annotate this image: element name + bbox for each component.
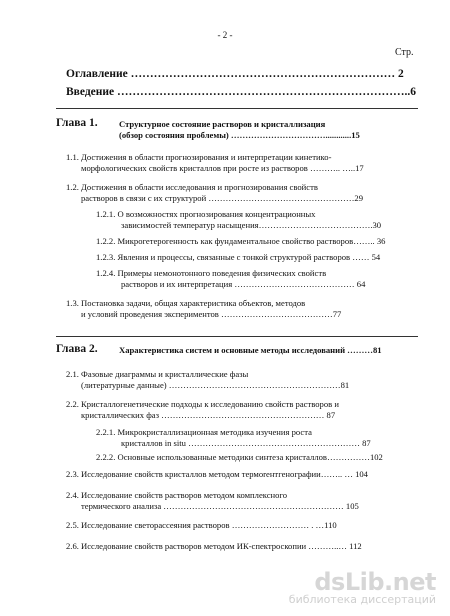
toc-item: морфологических свойств кристаллов при росте из растворов ……….. …..17 xyxy=(81,163,364,173)
toc-item: 2.2.2. Основные использованные методики синтеза кристаллов……………102 xyxy=(96,452,383,462)
toc-entry-contents: Оглавление …………………………………………………………… 2 xyxy=(66,68,404,80)
toc-item: 2.5. Исследование светорассеяния растворов ……………………… . …110 xyxy=(66,520,337,530)
toc-item: 1.3. Постановка задачи, общая характеристика объектов, методов xyxy=(66,298,306,308)
chapter2-title: Характеристика систем и основные методы исследований ………81 xyxy=(119,345,382,355)
divider-middle xyxy=(56,336,418,337)
toc-item: (литературные данные) ……………………………………………………81 xyxy=(81,380,350,390)
toc-item: 2.4. Исследование свойств растворов методом комплексного xyxy=(66,490,288,500)
chapter2-label: Глава 2. xyxy=(56,343,98,355)
toc-item: 1.2.1. О возможностях прогнозирования концентрационных xyxy=(96,209,316,219)
chapter1-title: Структурное состояние растворов и кристаллизация xyxy=(119,119,326,129)
toc-item: 1.2.2. Микрогетерогенность как фундаментальное свойство растворов…….. 36 xyxy=(96,236,386,246)
watermark xyxy=(289,568,436,606)
toc-item: 1.2. Достижения в области исследования и прогнозирования свойств xyxy=(66,182,318,192)
toc-item: 2.6. Исследование свойств растворов методом ИК-спектроскопии ………..… 112 xyxy=(66,541,362,551)
watermark-logo: dsLib.net xyxy=(314,568,436,596)
chapter1-label: Глава 1. xyxy=(56,117,98,129)
toc-item: 1.2.4. Примеры немонотонного поведения физических свойств xyxy=(96,268,327,278)
toc-entry-introduction: Введение …………………………………………………………………..6 xyxy=(66,86,416,98)
page-number: - 2 - xyxy=(217,30,233,40)
toc-item: растворов в связи с их структурой ……………………………………………29 xyxy=(81,193,364,203)
toc-item: кристаллических фаз ………………………………………………… 87 xyxy=(81,410,336,420)
toc-item: 1.1. Достижения в области прогнозирования и интерпретации кинетико- xyxy=(66,152,332,162)
toc-item: кристаллов in situ …………………………………………………… 87 xyxy=(121,438,371,448)
toc-item: 1.2.3. Явления и процессы, связанные с тонкой структурой растворов …… 54 xyxy=(96,252,381,262)
toc-item: зависимостей температур насыщения………………………………….30 xyxy=(121,220,382,230)
toc-item: 2.3. Исследование свойств кристаллов методом термоrентгенографии…….. … 104 xyxy=(66,469,368,479)
watermark-subtitle: библиотека диссертаций xyxy=(288,593,436,606)
toc-item: термического анализа ……………………………………………………… 105 xyxy=(81,501,359,511)
toc-item: 2.2.1. Микрокристаллизационная методика изучения роста xyxy=(96,427,312,437)
toc-item: и условий проведения экспериментов …………………………………77 xyxy=(81,309,342,319)
chapter1-subtitle: (обзор состояния проблемы) ……………………………............15 xyxy=(119,130,360,140)
toc-item: растворов и их интерпретация …………………………………… 64 xyxy=(121,279,366,289)
page-column-header: Стр. xyxy=(395,47,414,58)
toc-item: 2.2. Кристаллогенетические подходы к исследованию свойств растворов и xyxy=(66,399,339,409)
toc-item: 2.1. Фазовые диаграммы и кристаллические фазы xyxy=(66,369,249,379)
divider-top xyxy=(56,108,418,109)
